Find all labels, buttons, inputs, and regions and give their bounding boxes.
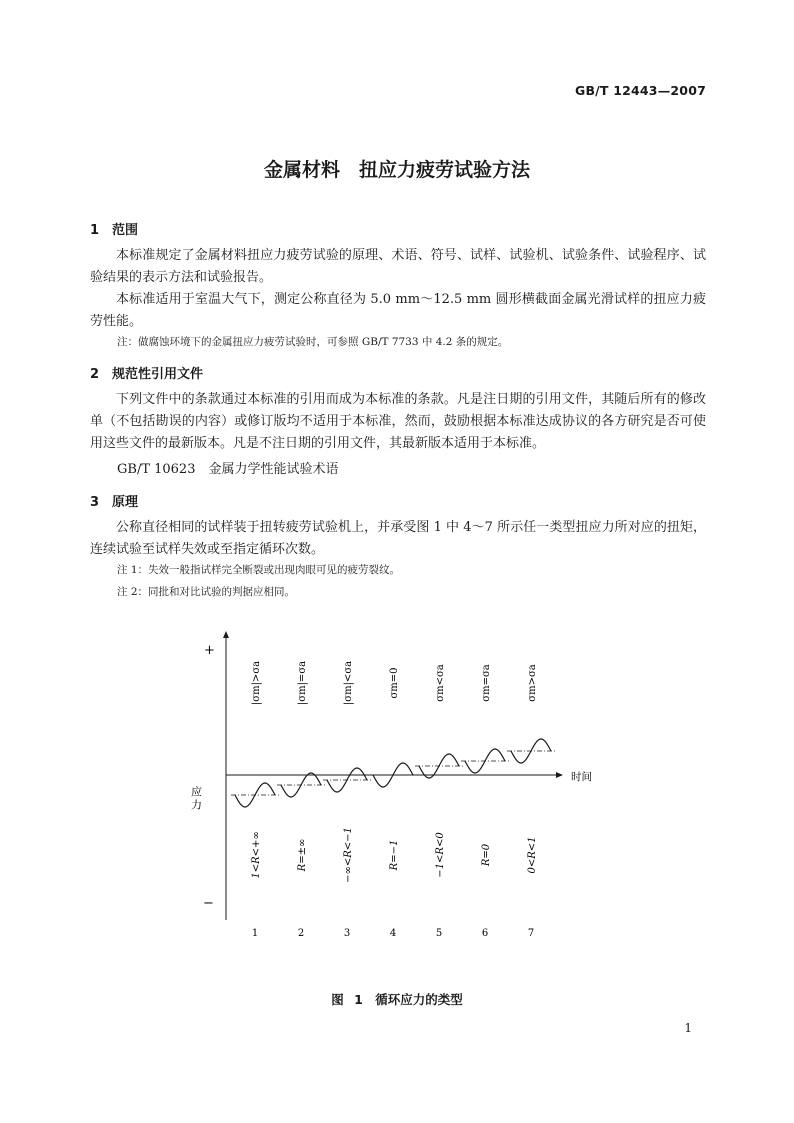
stress-ratio-label-7: 0<R<1 <box>527 836 538 874</box>
section-title: 原理 <box>112 495 139 510</box>
mean-amplitude-label-1: |σm|>σa <box>251 660 262 706</box>
section-2-paragraph-1: 下列文件中的条款通过本标准的引用而成为本标准的条款。凡是注日期的引用文件，其随后所有的修改单（不包括勘误的内容）或修订版均不适用于本标准，然而，鼓励根据本标准达成协议的各方研究是否可使用这些文件的最新版本。凡是不注日期的引用文件，其最新版本适用于本标准。 <box>90 392 706 451</box>
section-title: 范围 <box>112 223 139 238</box>
section-number: 2 <box>90 367 100 382</box>
section-3-note-1: 注 1：失效一般指试样完全断裂或出现肉眼可见的疲劳裂纹。 <box>117 564 401 576</box>
case-number-3: 3 <box>343 928 351 939</box>
mean-amplitude-label-6: σm=σa <box>481 664 492 702</box>
case-number-6: 6 <box>481 928 489 939</box>
mean-amplitude-label-2: |σm|=σa <box>297 660 308 706</box>
section-1-heading <box>90 219 138 238</box>
section-3-heading <box>90 491 138 510</box>
y-axis-plus-label: + <box>204 643 215 658</box>
case-number-5: 5 <box>435 928 443 939</box>
mean-amplitude-label-3: |σm|<σa <box>343 660 354 706</box>
case-number-2: 2 <box>297 928 305 939</box>
page-number: 1 <box>684 1021 692 1035</box>
stress-ratio-label-2: R=±∞ <box>297 838 308 872</box>
y-axis-label: 应力 <box>189 786 203 812</box>
stress-cases <box>231 661 555 939</box>
stress-ratio-label-5: −1<R<0 <box>435 832 446 878</box>
case-number-7: 7 <box>527 928 535 939</box>
section-1-note: 注：做腐蚀环境下的金属扭应力疲劳试验时，可参照 GB/T 7733 中 4.2 条的规定。 <box>117 336 509 348</box>
cyclic-stress-figure <box>0 620 794 950</box>
document-code: GB/T 12443—2007 <box>574 83 706 98</box>
section-number: 1 <box>90 223 100 238</box>
section-number: 3 <box>90 495 100 510</box>
section-3-paragraph-1: 公称直径相同的试样装于扭转疲劳试验机上，并承受图 1 中 4～7 所示任一类型扭应力所对应的扭矩，连续试验至试样失效或至指定循环次数。 <box>90 520 706 557</box>
section-1-paragraph-2: 本标准适用于室温大气下，测定公称直径为 5.0 mm～12.5 mm 圆形横截面金属光滑试样的扭应力疲劳性能。 <box>90 292 706 329</box>
stress-ratio-label-3: −∞<R<−1 <box>343 827 354 883</box>
mean-amplitude-label-7: σm>σa <box>527 664 538 702</box>
page-title: 金属材料 扭应力疲劳试验方法 <box>263 159 530 181</box>
stress-ratio-label-4: R=−1 <box>389 839 400 871</box>
mean-amplitude-label-4: σm=0 <box>389 667 400 699</box>
y-axis-minus-label: − <box>203 896 214 911</box>
section-3-note-2: 注 2：同批和对比试验的判据应相同。 <box>117 586 296 598</box>
section-2-heading <box>90 363 203 382</box>
section-1-paragraph-1: 本标准规定了金属材料扭应力疲劳试验的原理、术语、符号、试样、试验机、试验条件、试验程序、试验结果的表示方法和试验报告。 <box>90 248 706 285</box>
stress-ratio-label-6: R=0 <box>481 843 492 867</box>
section-title: 规范性引用文件 <box>112 367 204 382</box>
x-axis-label: 时间 <box>571 771 592 783</box>
case-number-1: 1 <box>251 928 259 939</box>
stress-ratio-label-1: 1<R<+∞ <box>251 831 262 879</box>
section-2-reference: GB/T 10623 金属力学性能试验术语 <box>117 462 339 477</box>
mean-amplitude-label-5: σm<σa <box>435 664 446 702</box>
case-number-4: 4 <box>389 928 397 939</box>
figure-caption: 图 1 循环应力的类型 <box>331 992 463 1007</box>
